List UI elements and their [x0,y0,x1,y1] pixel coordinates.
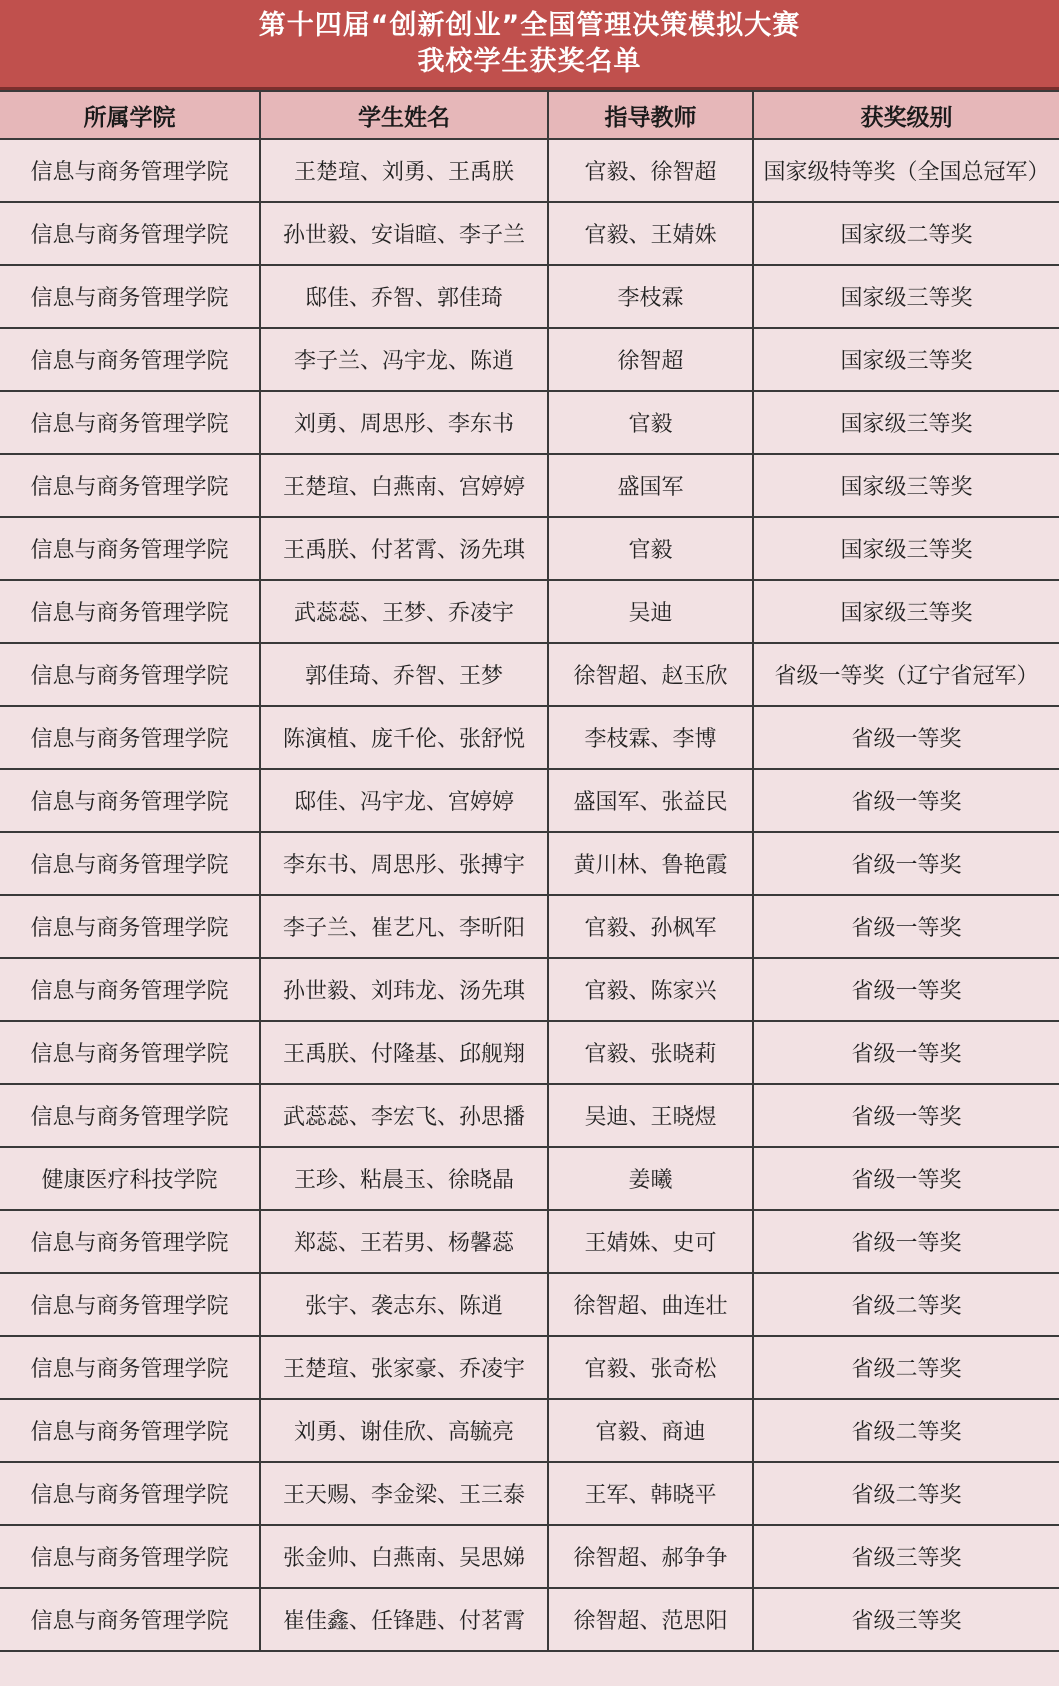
advisors-cell: 徐智超 [548,328,753,391]
college-cell: 信息与商务管理学院 [0,265,260,328]
college-cell: 信息与商务管理学院 [0,1399,260,1462]
college-cell: 信息与商务管理学院 [0,580,260,643]
advisors-cell: 官毅、张晓莉 [548,1021,753,1084]
students-cell: 王禹朕、付茗霄、汤先琪 [260,517,548,580]
header-row [0,91,1059,139]
advisors-cell: 官毅、商迪 [548,1399,753,1462]
award-level-cell: 省级一等奖 [753,1210,1059,1273]
college-cell: 信息与商务管理学院 [0,328,260,391]
award-level-cell: 省级二等奖 [753,1462,1059,1525]
award-table [0,90,1059,1652]
table-row [0,391,1059,454]
college-cell: 信息与商务管理学院 [0,832,260,895]
students-cell: 郭佳琦、乔智、王梦 [260,643,548,706]
college-cell: 信息与商务管理学院 [0,1210,260,1273]
advisors-cell: 吴迪、王晓煜 [548,1084,753,1147]
table-row [0,643,1059,706]
award-level-cell: 省级一等奖 [753,1021,1059,1084]
students-cell: 张宇、袭志东、陈逍 [260,1273,548,1336]
award-level-cell: 省级二等奖 [753,1273,1059,1336]
award-level-cell: 省级二等奖 [753,1336,1059,1399]
students-cell: 王楚瑄、白燕南、宫婷婷 [260,454,548,517]
advisors-cell: 官毅、孙枫军 [548,895,753,958]
award-level-cell: 国家级三等奖 [753,454,1059,517]
college-cell: 信息与商务管理学院 [0,958,260,1021]
college-cell: 信息与商务管理学院 [0,1462,260,1525]
students-cell: 郑蕊、王若男、杨馨蕊 [260,1210,548,1273]
title-line-1: 第十四届“创新创业”全国管理决策模拟大赛 [258,9,801,41]
table-row [0,1273,1059,1336]
award-level-cell: 省级一等奖 [753,895,1059,958]
students-cell: 孙世毅、刘玮龙、汤先琪 [260,958,548,1021]
award-level-cell: 省级三等奖 [753,1525,1059,1588]
award-level-cell: 省级一等奖 [753,706,1059,769]
advisors-cell: 盛国军 [548,454,753,517]
advisors-cell: 王婧姝、史可 [548,1210,753,1273]
title-line-2: 我校学生获奖名单 [417,45,642,77]
table-row [0,517,1059,580]
table-row [0,454,1059,517]
award-level-cell: 省级一等奖 [753,958,1059,1021]
college-cell: 信息与商务管理学院 [0,202,260,265]
advisors-cell: 黄川林、鲁艳霞 [548,832,753,895]
award-level-cell: 省级一等奖 [753,769,1059,832]
advisors-cell: 李枝霖 [548,265,753,328]
award-level-cell: 国家级特等奖（全国总冠军） [753,139,1059,202]
header-advisors: 指导教师 [548,91,753,139]
students-cell: 李子兰、崔艺凡、李昕阳 [260,895,548,958]
advisors-cell: 李枝霖、李博 [548,706,753,769]
advisors-cell: 徐智超、赵玉欣 [548,643,753,706]
students-cell: 孙世毅、安诣暄、李子兰 [260,202,548,265]
award-level-cell: 省级一等奖（辽宁省冠军） [753,643,1059,706]
advisors-cell: 王军、韩晓平 [548,1462,753,1525]
students-cell: 陈演植、庞千伦、张舒悦 [260,706,548,769]
award-level-cell: 国家级三等奖 [753,580,1059,643]
students-cell: 刘勇、谢佳欣、高毓亮 [260,1399,548,1462]
students-cell: 李子兰、冯宇龙、陈逍 [260,328,548,391]
college-cell: 信息与商务管理学院 [0,1588,260,1651]
students-cell: 王天赐、李金梁、王三泰 [260,1462,548,1525]
table-row [0,265,1059,328]
advisors-cell: 吴迪 [548,580,753,643]
table-row [0,1399,1059,1462]
advisors-cell: 徐智超、郝争争 [548,1525,753,1588]
table-row [0,1588,1059,1651]
college-cell: 信息与商务管理学院 [0,1525,260,1588]
students-cell: 刘勇、周思彤、李东书 [260,391,548,454]
table-row [0,328,1059,391]
students-cell: 邸佳、乔智、郭佳琦 [260,265,548,328]
award-level-cell: 国家级三等奖 [753,265,1059,328]
table-row [0,139,1059,202]
college-cell: 信息与商务管理学院 [0,706,260,769]
table-row [0,958,1059,1021]
students-cell: 王珍、粘晨玉、徐晓晶 [260,1147,548,1210]
table-row [0,1084,1059,1147]
students-cell: 李东书、周思彤、张搏宇 [260,832,548,895]
students-cell: 王禹朕、付隆基、邱舰翔 [260,1021,548,1084]
award-level-cell: 省级一等奖 [753,832,1059,895]
table-row [0,706,1059,769]
advisors-cell: 官毅 [548,517,753,580]
advisors-cell: 官毅、王婧姝 [548,202,753,265]
award-level-cell: 省级一等奖 [753,1147,1059,1210]
table-row [0,1021,1059,1084]
table-row [0,1336,1059,1399]
award-table-body [0,139,1059,1651]
college-cell: 信息与商务管理学院 [0,643,260,706]
students-cell: 崔佳鑫、任锋韪、付茗霄 [260,1588,548,1651]
advisors-cell: 徐智超、曲连壮 [548,1273,753,1336]
title-banner [0,0,1059,90]
college-cell: 健康医疗科技学院 [0,1147,260,1210]
advisors-cell: 姜曦 [548,1147,753,1210]
college-cell: 信息与商务管理学院 [0,1084,260,1147]
table-row [0,769,1059,832]
award-level-cell: 省级二等奖 [753,1399,1059,1462]
college-cell: 信息与商务管理学院 [0,517,260,580]
table-row [0,895,1059,958]
award-level-cell: 省级一等奖 [753,1084,1059,1147]
students-cell: 王楚瑄、刘勇、王禹朕 [260,139,548,202]
award-level-cell: 国家级三等奖 [753,517,1059,580]
advisors-cell: 盛国军、张益民 [548,769,753,832]
award-level-cell: 省级三等奖 [753,1588,1059,1651]
header-students: 学生姓名 [260,91,548,139]
students-cell: 张金帅、白燕南、吴思娣 [260,1525,548,1588]
advisors-cell: 官毅、徐智超 [548,139,753,202]
award-level-cell: 国家级三等奖 [753,328,1059,391]
table-row [0,1210,1059,1273]
advisors-cell: 官毅 [548,391,753,454]
award-level-cell: 国家级二等奖 [753,202,1059,265]
table-row [0,580,1059,643]
table-row [0,202,1059,265]
students-cell: 邸佳、冯宇龙、宫婷婷 [260,769,548,832]
students-cell: 武蕊蕊、李宏飞、孙思播 [260,1084,548,1147]
advisors-cell: 官毅、陈家兴 [548,958,753,1021]
award-level-cell: 国家级三等奖 [753,391,1059,454]
college-cell: 信息与商务管理学院 [0,1336,260,1399]
header-college: 所属学院 [0,91,260,139]
table-row [0,1525,1059,1588]
college-cell: 信息与商务管理学院 [0,1021,260,1084]
college-cell: 信息与商务管理学院 [0,1273,260,1336]
students-cell: 王楚瑄、张家豪、乔凌宇 [260,1336,548,1399]
college-cell: 信息与商务管理学院 [0,139,260,202]
table-row [0,1462,1059,1525]
header-award-level: 获奖级别 [753,91,1059,139]
college-cell: 信息与商务管理学院 [0,391,260,454]
college-cell: 信息与商务管理学院 [0,769,260,832]
advisors-cell: 官毅、张奇松 [548,1336,753,1399]
students-cell: 武蕊蕊、王梦、乔凌宇 [260,580,548,643]
college-cell: 信息与商务管理学院 [0,454,260,517]
table-row [0,1147,1059,1210]
advisors-cell: 徐智超、范思阳 [548,1588,753,1651]
college-cell: 信息与商务管理学院 [0,895,260,958]
table-row [0,832,1059,895]
